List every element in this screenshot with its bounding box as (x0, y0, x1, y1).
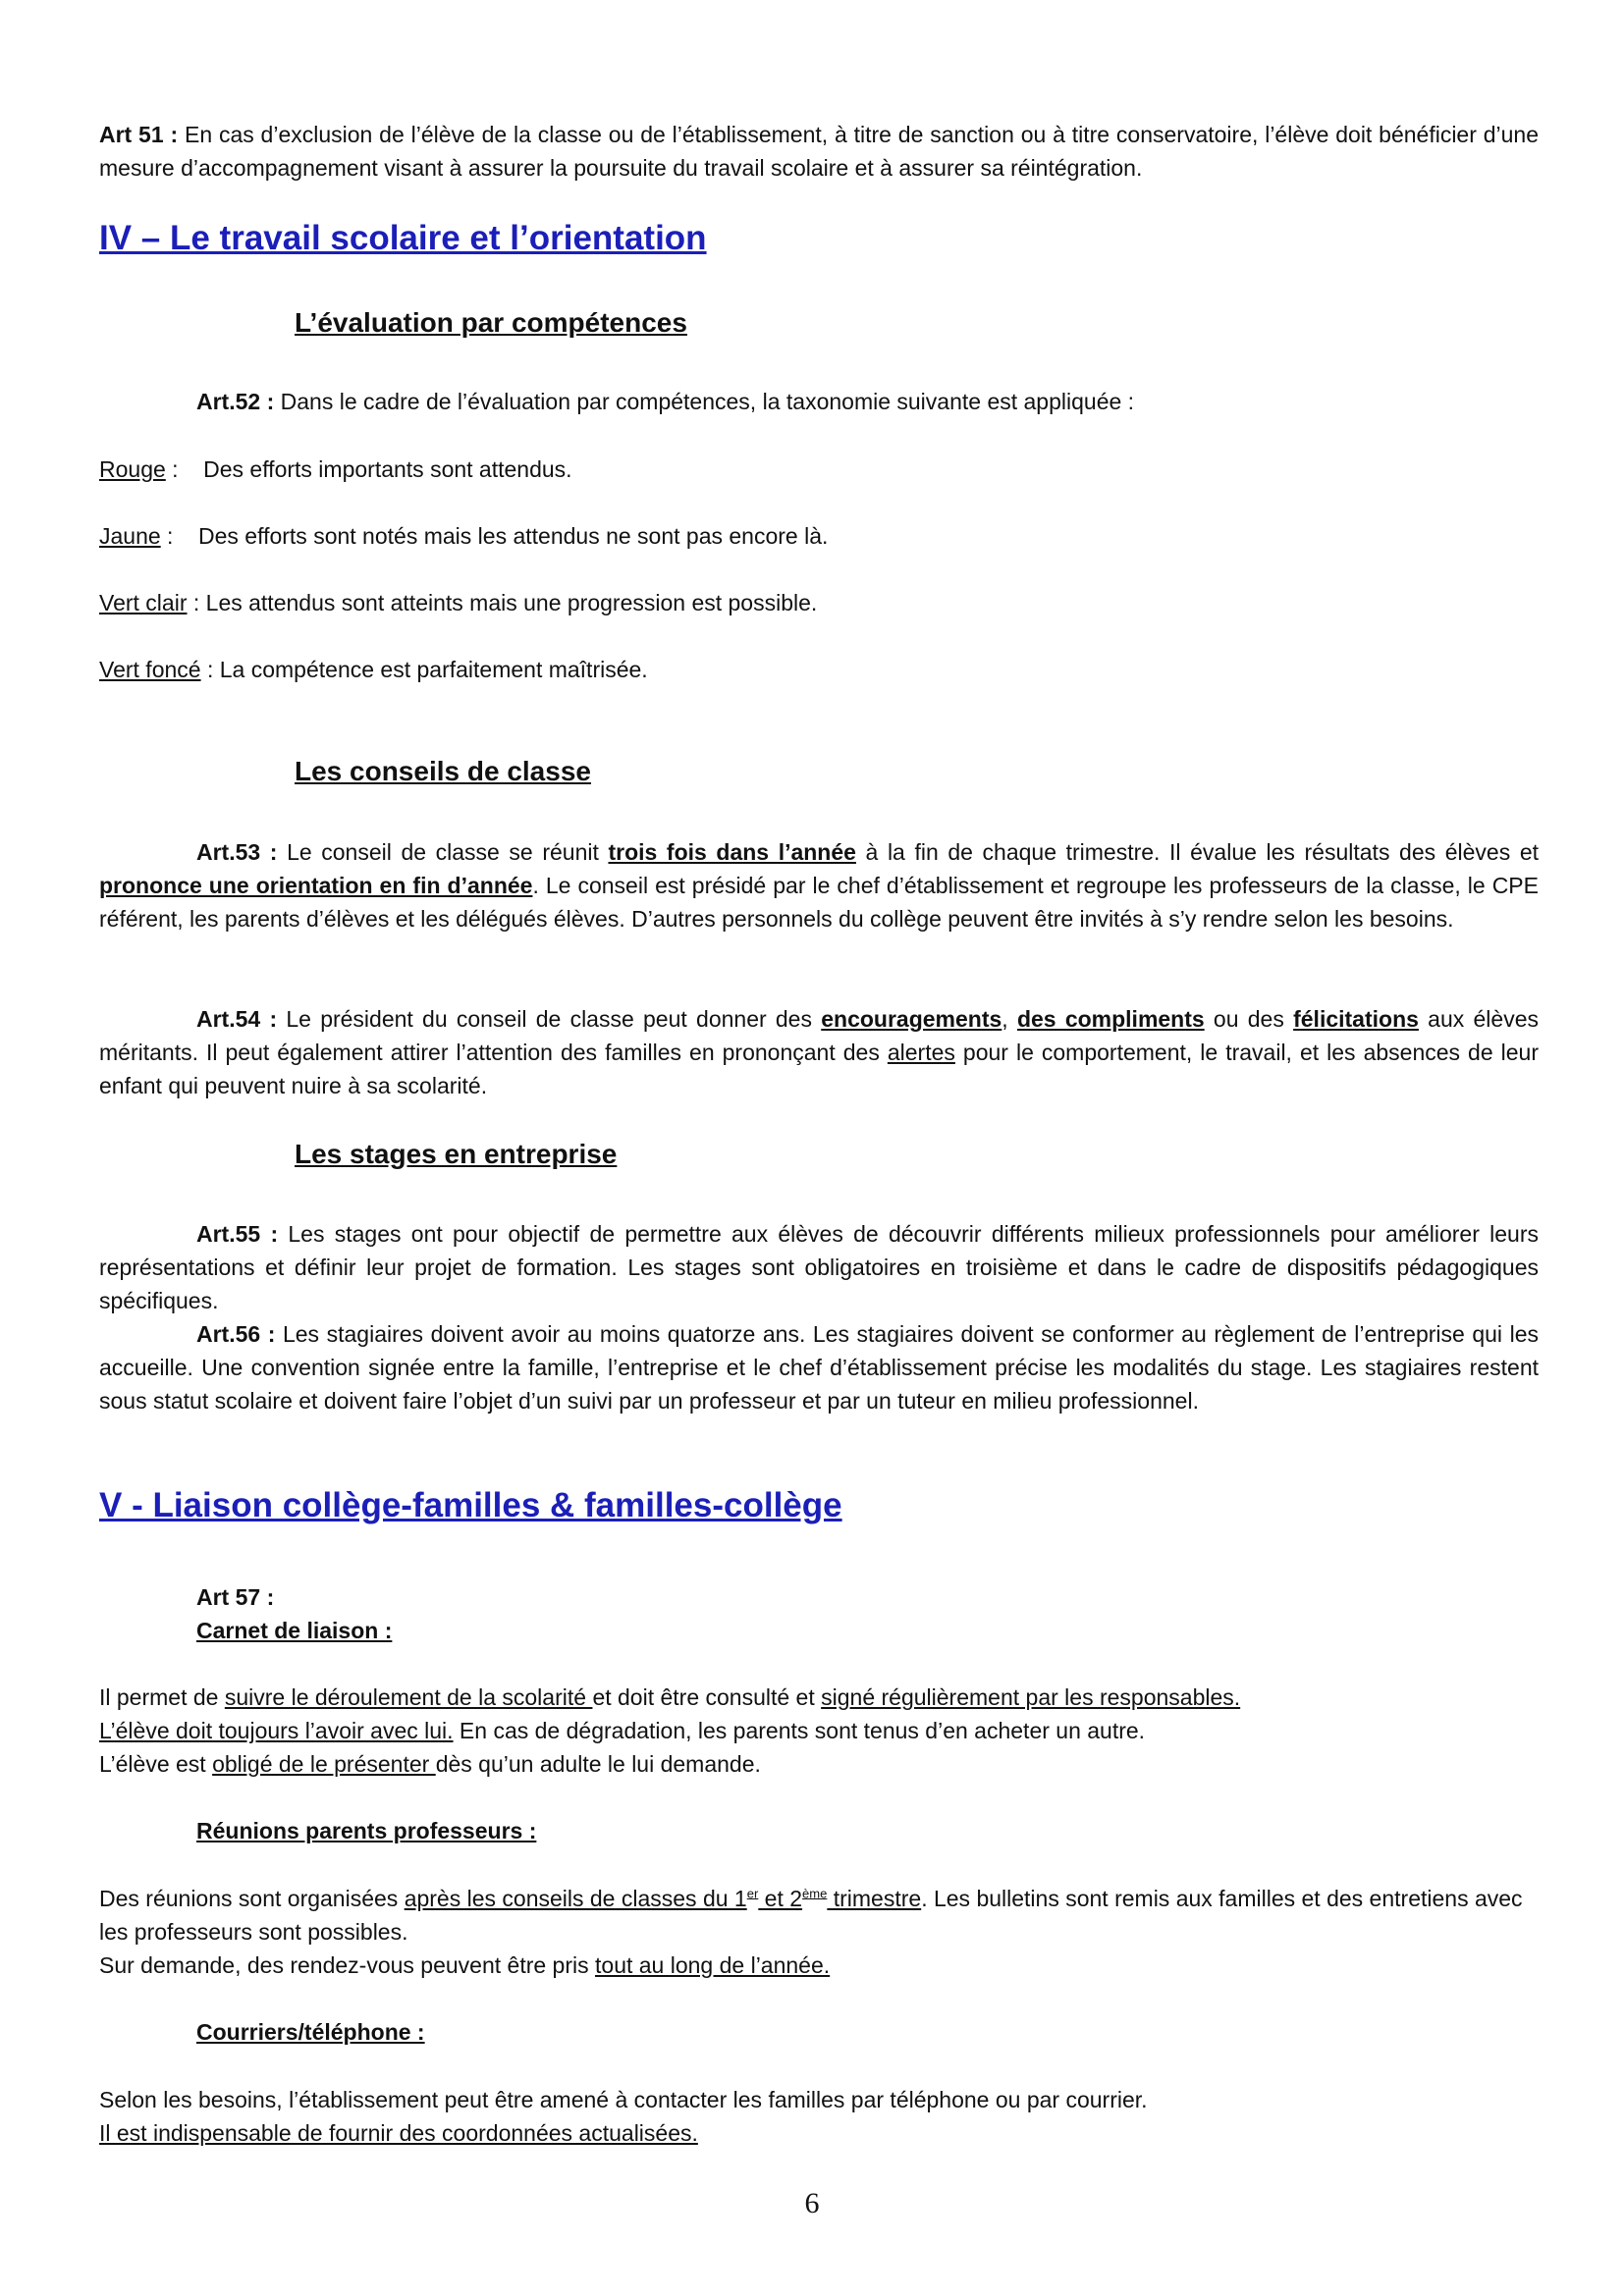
level-rouge: Rouge : Des efforts importants sont attendus. (99, 456, 572, 482)
art51-label: Art 51 : (99, 122, 179, 147)
section4-title: IV – Le travail scolaire et l’orientation (99, 219, 707, 257)
art52-text: Dans le cadre de l’évaluation par compétences, la taxonomie suivante est appliquée : (274, 389, 1135, 414)
art54-felicitations: félicitations (1293, 1006, 1419, 1032)
art51-paragraph (99, 118, 1539, 185)
level-name: Jaune (99, 523, 161, 549)
art55-text: Les stages ont pour objectif de permettre aux élèves de découvrir différents milieux professionnels pour améliorer leurs représentations et définir leur projet de formation. Les stages sont obligatoires en troisième et dans le cadre de dispositifs pédagogiques spécifiques. (99, 1221, 1539, 1313)
art54-paragraph: Art.54 : Le président du conseil de classe peut donner des encouragements, des compliments ou des félicitations aux élèves méritants. Il peut également attirer l’attention des familles en prononçant des alertes pour le comportement, le travail, et les absences de leur enfant qui peuvent nuire à sa scolarité. (99, 1006, 1539, 1098)
art56-text: Les stagiaires doivent avoir au moins quatorze ans. Les stagiaires doivent se conformer au règlement de l’entreprise qui les accueille. Une convention signée entre la famille, l’entreprise et le chef d’établissement précise les modalités du stage. Les stagiaires restent sous statut scolaire et doivent faire l’objet d’un suivi par un professeur et par un tuteur en milieu professionnel. (99, 1321, 1540, 1414)
carnet-line-3: L’élève est obligé de le présenter dès qu’un adulte le lui demande. (99, 1751, 761, 1777)
art56-label: Art.56 : (196, 1321, 276, 1347)
level-desc: La compétence est parfaitement maîtrisée. (219, 657, 648, 682)
art53-label: Art.53 : (196, 839, 278, 865)
reunions-heading: Réunions parents professeurs : (196, 1818, 537, 1843)
level-name: Vert clair (99, 590, 188, 615)
reunions-paragraph: Des réunions sont organisées après les conseils de classes du 1er et 2ème trimestre. Les bulletins sont remis aux familles et des entretiens avec les professeurs sont possibles. (99, 1886, 1523, 1945)
art54-encouragements: encouragements (821, 1006, 1002, 1032)
level-desc: Les attendus sont atteints mais une progression est possible. (205, 590, 818, 615)
art53-emphasis-1: trois fois dans l’année (608, 839, 856, 865)
level-name: Vert foncé (99, 657, 201, 682)
carnet-heading: Carnet de liaison : (196, 1618, 393, 1643)
level-vert-clair: Vert clair : Les attendus sont atteints mais une progression est possible. (99, 590, 818, 615)
stages-heading: Les stages en entreprise (295, 1139, 618, 1169)
section5-title: V - Liaison collège-familles & familles-collège (99, 1486, 842, 1524)
art52-paragraph (196, 385, 1539, 418)
reunions-line-2: Sur demande, des rendez-vous peuvent être pris tout au long de l’année. (99, 1952, 831, 1978)
level-jaune: Jaune : Des efforts sont notés mais les attendus ne sont pas encore là. (99, 523, 829, 549)
carnet-line-2: L’élève doit toujours l’avoir avec lui. En cas de dégradation, les parents sont tenus d’en acheter un autre. (99, 1718, 1146, 1743)
art51-text: En cas d’exclusion de l’élève de la classe ou de l’établissement, à titre de sanction ou à titre conservatoire, l’élève doit bénéficier d’une mesure d’accompagnement visant à assurer la poursuite du travail scolaire et à assurer sa réintégration. (99, 122, 1539, 181)
art55-paragraph (99, 1217, 1539, 1317)
art52-label: Art.52 : (196, 389, 275, 414)
art54-alertes: alertes (887, 1040, 955, 1065)
art57-label: Art 57 : (196, 1584, 275, 1610)
art54-compliments: des compliments (1016, 1006, 1205, 1032)
courriers-heading: Courriers/téléphone : (196, 2019, 425, 2045)
level-name: Rouge (99, 456, 166, 482)
carnet-line-1: Il permet de suivre le déroulement de la scolarité et doit être consulté et signé régulièrement par les responsables. (99, 1684, 1241, 1710)
art53-paragraph: Art.53 : Le conseil de classe se réunit trois fois dans l’année à la fin de chaque trimestre. Il évalue les résultats des élèves et prononce une orientation en fin d’année. Le conseil est présidé par le chef d’établissement et regroupe les professeurs de la classe, le CPE référent, les parents d’élèves et les délégués élèves. D’autres personnels du collège peuvent être invités à s’y rendre selon les besoins. (99, 839, 1539, 932)
art53-emphasis-2: prononce une orientation en fin d’année (99, 873, 533, 898)
eval-heading: L’évaluation par compétences (295, 307, 687, 338)
level-desc: Des efforts sont notés mais les attendus ne sont pas encore là. (198, 523, 829, 549)
art55-label: Art.55 : (196, 1221, 279, 1247)
level-desc: Des efforts importants sont attendus. (203, 456, 572, 482)
art56-paragraph (99, 1317, 1539, 1417)
art54-label: Art.54 : (196, 1006, 278, 1032)
courriers-line-2: Il est indispensable de fournir des coordonnées actualisées. (99, 2120, 698, 2146)
page-number: 6 (804, 2187, 820, 2219)
courriers-line-1: Selon les besoins, l’établissement peut être amené à contacter les familles par téléphone ou par courrier. (99, 2087, 1148, 2112)
level-vert-fonce: Vert foncé : La compétence est parfaitement maîtrisée. (99, 657, 648, 682)
conseils-heading: Les conseils de classe (295, 756, 591, 786)
